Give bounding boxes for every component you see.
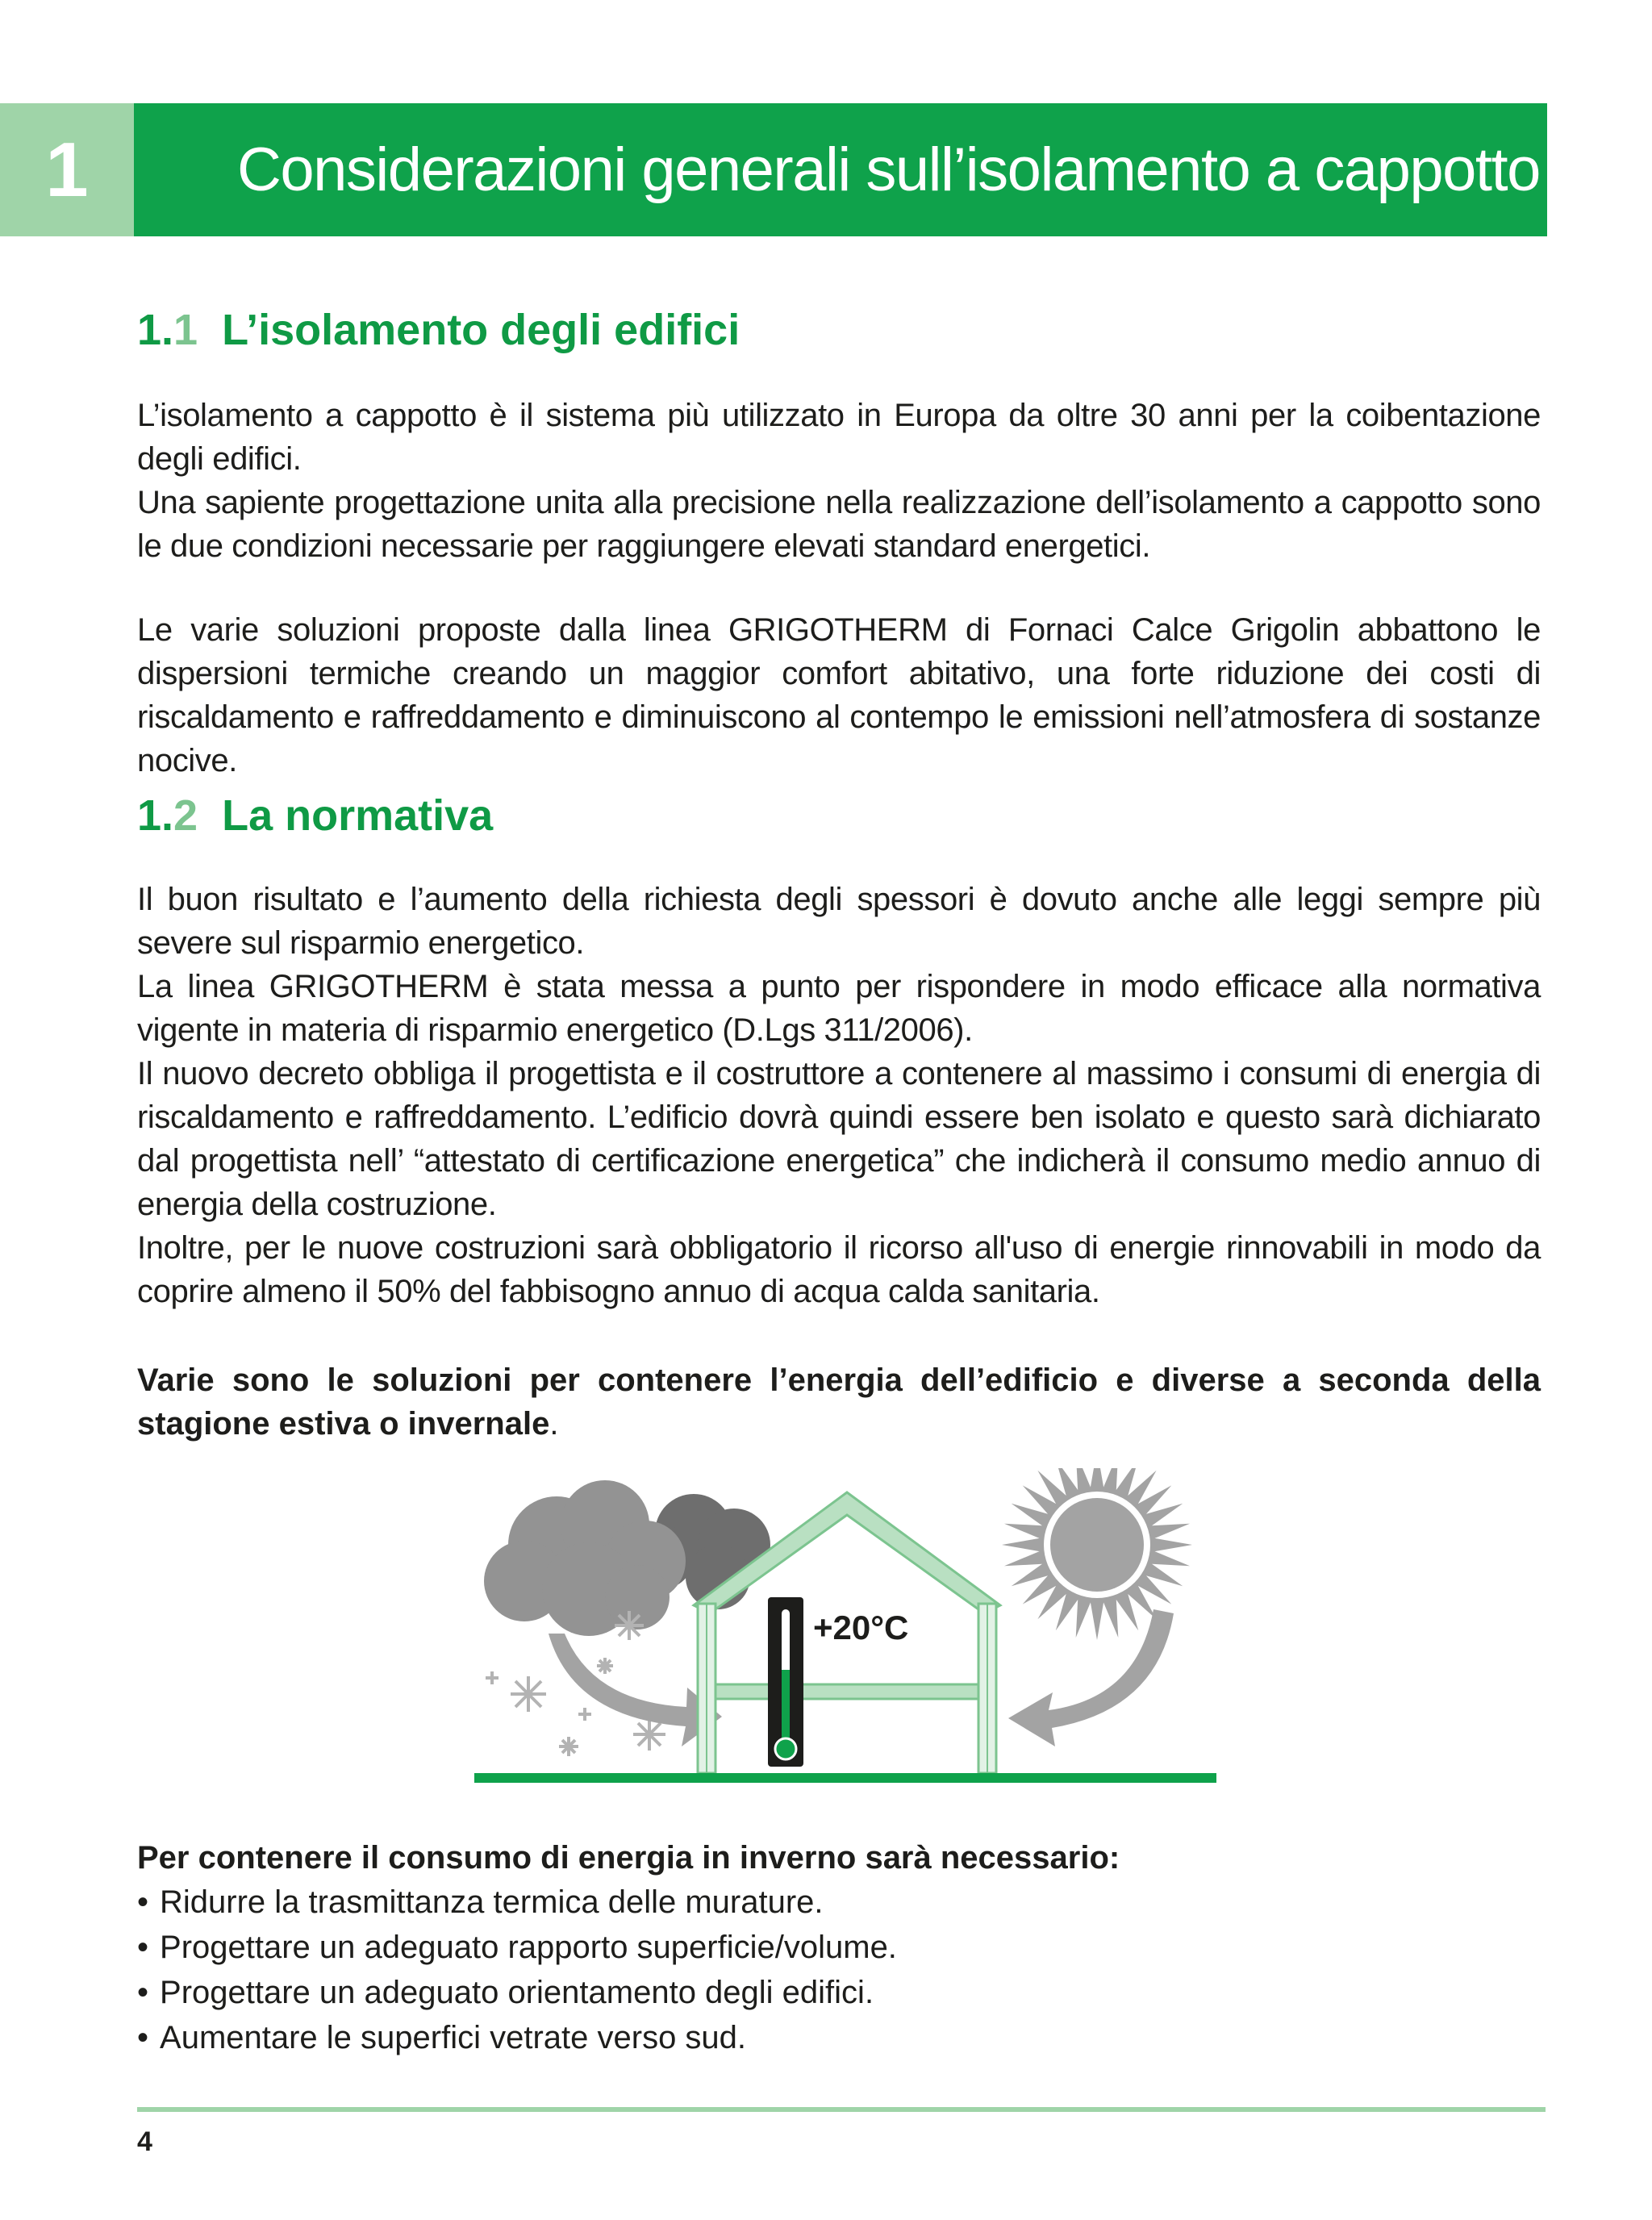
thermometer-icon <box>768 1597 803 1767</box>
section-heading-1-2 <box>137 791 493 841</box>
page-number: 4 <box>137 2126 152 2157</box>
section-title: La normativa <box>222 791 494 840</box>
ground-line <box>474 1773 1216 1783</box>
cloud-icon <box>484 1480 770 1636</box>
heat-arrow-icon <box>1008 1609 1174 1746</box>
list-item: • Progettare un adeguato orientamento degli edifici. <box>137 1970 897 2015</box>
section-number-main: 1. <box>137 306 174 354</box>
chapter-title: Considerazioni generali sull’isolamento a cappotto <box>237 136 1540 204</box>
list-item: • Progettare un adeguato rapporto superficie/volume. <box>137 1925 897 1970</box>
list-item: • Aumentare le superfici vetrate verso sud. <box>137 2015 897 2060</box>
section-1-1-body-2 <box>137 608 1541 782</box>
temperature-label: +20°C <box>813 1609 909 1646</box>
insulation-illustration <box>452 1468 1242 1807</box>
paragraph: L’isolamento a cappotto è il sistema più utilizzato in Europa da oltre 30 anni per la coibentazione degli edifici. <box>137 398 1541 477</box>
chapter-number: 1 <box>45 126 89 213</box>
cold-arrow-icon <box>549 1634 722 1746</box>
bold-statement <box>137 1358 1541 1446</box>
section-number-sub: 2 <box>173 791 198 840</box>
paragraph: Le varie soluzioni proposte dalla linea GRIGOTHERM di Fornaci Calce Grigolin abbattono le dispersioni termiche creando un maggior comfort abitativo, una forte riduzione dei costi di riscaldamento e raffreddamento e diminuiscono al contempo le emissioni nell’atmosfera di sostanze nocive. <box>137 612 1541 778</box>
winter-list-heading: Per contenere il consumo di energia in inverno sarà necessario: <box>137 1840 1120 1876</box>
section-1-1-body <box>137 394 1541 568</box>
chapter-number-box <box>0 103 134 236</box>
footer-rule <box>137 2107 1546 2112</box>
bold-statement-text: Varie sono le soluzioni per contenere l’energia dell’edificio e diverse a seconda della stagione estiva o invernale <box>137 1362 1541 1442</box>
paragraph: Il buon risultato e l’aumento della richiesta degli spessori è dovuto anche alle leggi sempre più severe sul risparmio energetico. <box>137 882 1541 961</box>
section-number-sub: 1 <box>173 306 198 354</box>
bold-statement-period: . <box>549 1406 559 1442</box>
section-number-main: 1. <box>137 791 174 840</box>
winter-list <box>137 1880 897 2060</box>
paragraph: Il nuovo decreto obbliga il progettista e il costruttore a contenere al massimo i consumi di energia di riscaldamento e raffreddamento. L’edificio dovrà quindi essere ben isolato e questo sarà dichiarato dal progettista nell’ “attestato di certificazione energetica” che indicherà il consumo medio annuo di energia della costruzione. <box>137 1056 1541 1222</box>
section-heading-1-1 <box>137 305 740 355</box>
section-1-2-body <box>137 878 1541 1313</box>
paragraph: La linea GRIGOTHERM è stata messa a punto per rispondere in modo efficace alla normativa vigente in materia di risparmio energetico (D.Lgs 311/2006). <box>137 969 1541 1048</box>
paragraph: Una sapiente progettazione unita alla precisione nella realizzazione dell’isolamento a cappotto sono le due condizioni necessarie per raggiungere elevati standard energetici. <box>137 485 1541 564</box>
section-title: L’isolamento degli edifici <box>222 306 740 354</box>
chapter-title-bar <box>134 103 1547 236</box>
list-item: • Ridurre la trasmittanza termica delle murature. <box>137 1880 897 1925</box>
paragraph: Inoltre, per le nuove costruzioni sarà obbligatorio il ricorso all'uso di energie rinnovabili in modo da coprire almeno il 50% del fabbisogno annuo di acqua calda sanitaria. <box>137 1230 1541 1309</box>
